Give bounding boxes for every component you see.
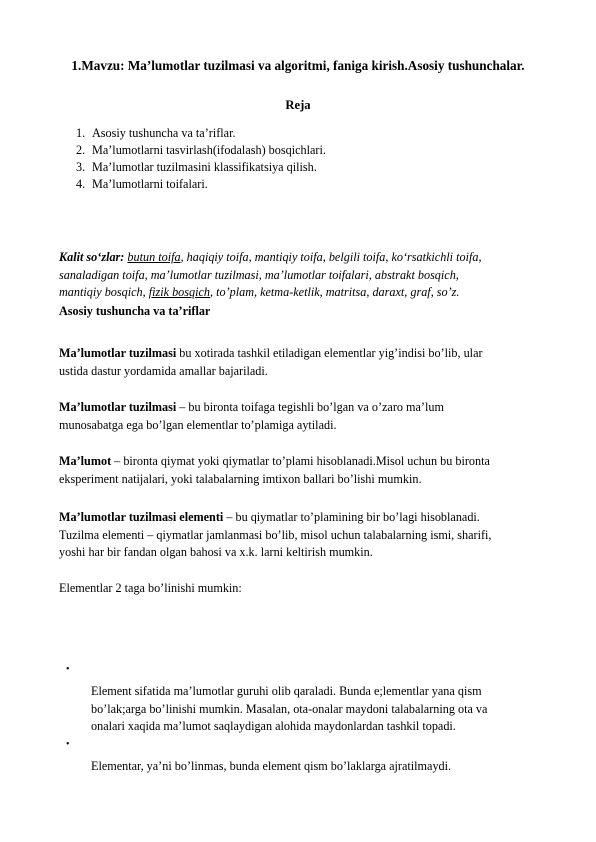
paragraph-text: munosabatga ega bo’lgan elementlar to’plamiga aytiladi.	[59, 417, 337, 432]
plan-item-text: Ma’lumotlarni tasvirlash(ifodalash) bosqichlari.	[92, 143, 326, 157]
page-title: 1.Mavzu: Ma’lumotlar tuzilmasi va algoritmi, faniga kirish.Asosiy tushunchalar.	[71, 58, 525, 73]
paragraph-text: – bu bironta toifaga tegishli bo’lgan va o’zaro ma’lum	[176, 400, 444, 414]
term: Ma’lumotlar tuzilmasi	[59, 400, 177, 414]
bullet-icon: •	[66, 739, 70, 750]
bullet-text: onalari xaqida ma’lumot saqlaydigan alohida maydonlardan tashkil topadi.	[91, 719, 456, 733]
bullet-icon: •	[66, 664, 70, 675]
bullet-item	[91, 758, 561, 776]
keywords-text: , to’plam, ketma-ketlik, matritsa, daraxt, graf, so’z.	[210, 285, 460, 299]
keywords-text: mantiqiy bosqich,	[59, 285, 146, 299]
paragraph-elements: Elementlar 2 taga bo’linishi mumkin:	[59, 581, 242, 595]
section-heading: Asosiy tushuncha va ta’riflar	[59, 304, 211, 318]
bullet-text: Elementar, ya’ni bo’linmas, bunda element qism bo’laklarga ajratilmaydi.	[91, 759, 452, 773]
paragraph-definition-1	[59, 345, 549, 380]
paragraph-text: yoshi har bir fandan olgan bahosi va x.k. larni keltirish mumkin.	[59, 545, 373, 559]
term: Ma’lumotlar tuzilmasi	[59, 346, 177, 360]
keywords-text: , haqiqiy toifa, mantiqiy toifa, belgili toifa, ko‘rsatkichli toifa,	[180, 250, 482, 264]
bullet-text: Element sifatida ma’lumotlar guruhi olib qaraladi. Bunda e;lementlar yana qism	[91, 684, 482, 698]
paragraph-definition-4	[59, 509, 559, 562]
keyword-link-butun-toifa[interactable]: butun toifa	[127, 250, 181, 264]
paragraph-text: eksperiment natijalari, yoki talabalarning imtixon ballari bo’lishi mumkin.	[59, 471, 422, 486]
plan-item-text: Ma’lumotlarni toifalari.	[92, 177, 208, 191]
plan-item-number: 3.	[76, 160, 86, 174]
keywords-text: sanaladigan toifa, ma’lumotlar tuzilmasi, ma’lumotlar toifalari, abstrakt bosqich,	[59, 267, 459, 282]
plan-item-number: 1.	[76, 126, 86, 140]
bullet-item	[91, 683, 561, 736]
paragraph-text: – bu qiymatlar to’plamining bir bo’lagi hisoblanadi.	[223, 510, 480, 524]
paragraph-definition-2	[59, 399, 549, 434]
paragraph-text: Tuzilma elementi – qiymatlar jamlanmasi bo’lib, misol uchun talabalarning ismi, sharifi,	[59, 527, 492, 542]
keyword-link-fizik-bosqich[interactable]: fizik bosqich	[148, 285, 210, 299]
plan-item-text: Ma’lumotlar tuzilmasini klassifikatsiya qilish.	[92, 160, 317, 174]
plan-item-number: 2.	[76, 143, 86, 157]
paragraph-text: bu xotirada tashkil etiladigan elementlar yig’indisi bo’lib, ular	[176, 346, 483, 360]
keywords-paragraph	[59, 249, 549, 302]
plan-heading: Reja	[285, 98, 311, 112]
plan-item-number: 4.	[76, 177, 86, 191]
paragraph-definition-3	[59, 453, 549, 488]
term: Ma’lumot	[59, 454, 112, 468]
term: Ma’lumotlar tuzilmasi elementi	[59, 510, 224, 524]
paragraph-text: ustida dastur yordamida amallar bajariladi.	[59, 363, 268, 378]
plan-item-text: Asosiy tushuncha va ta’riflar.	[92, 126, 236, 140]
keywords-label: Kalit so‘zlar:	[59, 250, 125, 264]
bullet-text: bo’lak;arga bo’linishi mumkin. Masalan, ota-onalar maydoni talabalarning ota va	[91, 701, 488, 716]
paragraph-text: – bironta qiymat yoki qiymatlar to’plami hisoblanadi.Misol uchun bu bironta	[111, 454, 490, 468]
